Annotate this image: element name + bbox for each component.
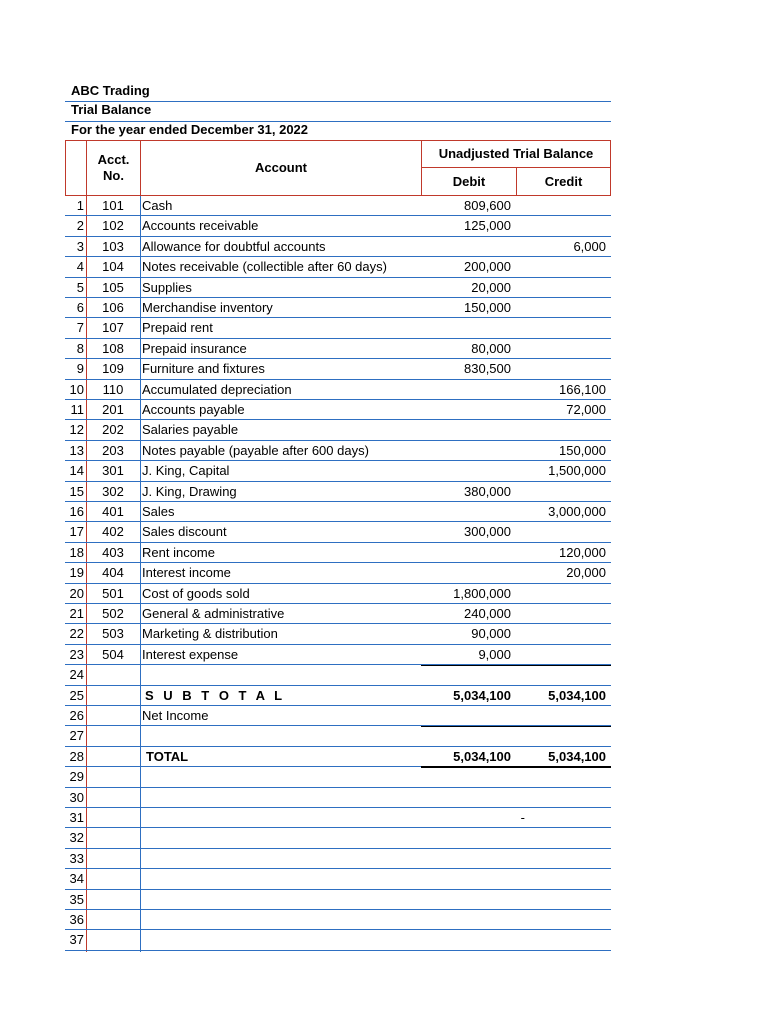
row-number: 9 [76,361,84,377]
debit-amount: 809,600 [464,198,511,213]
account-name: Cost of goods sold [142,585,250,601]
row-number: 18 [69,544,84,560]
table-row [65,849,611,869]
table-row [65,869,611,889]
table-row [65,298,611,318]
account-name: Interest expense [142,646,239,662]
table-row [65,645,611,665]
account-number: 203 [102,442,124,458]
debit-amount: 380,000 [464,483,511,499]
table-row [65,584,611,604]
account-number: 404 [102,565,124,581]
row-number: 12 [69,422,84,438]
account-name: Accounts receivable [142,218,259,234]
row-number: 7 [76,320,84,336]
account-number: 109 [102,361,124,377]
account-header: Account [255,160,307,175]
credit-amount: 20,000 [566,565,606,581]
account-name: Notes receivable (collectible after 60 days) [142,259,387,275]
row-number: 5 [76,279,84,295]
report-title: Trial Balance [71,102,152,117]
table-row [65,441,611,461]
account-name: Merchandise inventory [142,300,273,315]
account-name: Allowance for doubtful accounts [142,238,326,254]
table-row [65,543,611,563]
row-number: 28 [69,748,84,764]
row-number: 11 [70,402,84,417]
account-number: 105 [102,279,124,295]
credit-header: Credit [544,174,583,189]
account-number: 403 [102,544,124,560]
row-number: 27 [69,728,84,744]
table-row [65,359,611,379]
account-name: Cash [142,198,173,213]
row-number: 36 [69,912,84,927]
account-name: S U B T O T A L [145,687,286,703]
credit-amount: 3,000,000 [548,504,606,519]
account-name: Salaries payable [142,422,239,438]
unadjusted-trial-balance-header: Unadjusted Trial Balance [438,146,594,161]
row-number: 15 [69,483,84,499]
debit-amount: 5,034,100 [453,687,511,703]
account-number: 101 [102,198,124,213]
row-number: 8 [76,340,84,356]
debit-amount: 1,800,000 [453,585,511,601]
credit-amount: 166,100 [559,381,606,397]
table-row [65,747,611,767]
acct-no-header-line2: No. [103,168,124,183]
account-name: Rent income [142,544,215,560]
account-number: 302 [102,483,124,499]
row-number: 30 [69,789,84,805]
account-number: 502 [102,606,124,621]
row-number: 3 [76,238,84,254]
debit-header: Debit [452,174,486,189]
account-number: 201 [102,402,124,417]
account-name: Supplies [142,279,192,295]
row-number: 10 [69,381,84,397]
table-row [65,890,611,910]
table-row [65,237,611,257]
table-row [65,930,611,950]
account-name: Marketing & distribution [142,626,278,642]
credit-amount: 6,000 [573,238,606,254]
account-number: 501 [102,585,124,601]
table-row [65,380,611,400]
table-row [65,788,611,808]
table-row [65,522,611,542]
debit-amount: 5,034,100 [453,748,511,764]
account-name: General & administrative [142,606,285,621]
table-row [65,318,611,338]
debit-amount: 300,000 [464,524,511,540]
acct-no-header-line1: Acct. [97,152,130,167]
credit-amount: 72,000 [566,402,606,417]
account-number: 402 [102,524,124,540]
account-number: 103 [102,238,124,254]
row-number: 32 [69,830,84,846]
row-number: 24 [69,667,84,683]
debit-amount: 9,000 [478,646,511,662]
debit-amount: 125,000 [464,218,511,234]
account-name: Furniture and fixtures [142,361,265,377]
table-row [65,563,611,583]
row-number: 16 [69,504,84,519]
account-number: 104 [102,259,124,275]
credit-amount: 120,000 [559,544,606,560]
credit-amount: 5,034,100 [548,687,606,703]
subtotal-rule [421,665,611,666]
table-row [65,706,611,726]
account-number: 301 [102,463,124,479]
debit-amount: 200,000 [464,259,511,275]
table-row [65,828,611,848]
row-number: 22 [69,626,84,642]
account-name: Accounts payable [142,402,245,417]
table-row [65,502,611,522]
account-number: 504 [102,646,124,662]
table-row [65,196,611,216]
row-number: 17 [69,524,84,540]
table-row [65,339,611,359]
company-name: ABC Trading [71,83,150,98]
row-number: 14 [69,463,84,479]
credit-amount: 5,034,100 [548,748,606,764]
row-number: 23 [69,646,84,662]
account-number: 202 [102,422,124,438]
row-number: 31 [69,810,84,825]
row-number: 35 [69,891,84,907]
total-double-rule [421,766,611,768]
table-row [65,624,611,644]
table-row [65,420,611,440]
debit-amount: 240,000 [464,606,511,621]
account-name: J. King, Capital [142,463,230,479]
credit-amount: 150,000 [559,442,606,458]
account-number: 503 [102,626,124,642]
account-number: 108 [102,340,124,356]
table-row [65,910,611,930]
account-name: Sales discount [142,524,227,540]
net-income-rule [421,726,611,727]
account-name: Notes payable (payable after 600 days) [142,442,369,458]
row-number: 29 [69,769,84,785]
row-number: 21 [69,606,84,621]
account-number: 102 [102,218,124,234]
debit-amount: 830,500 [464,361,511,377]
table-row [65,482,611,502]
account-name: Net Income [142,708,209,723]
report-period: For the year ended December 31, 2022 [71,122,309,137]
account-number: 401 [102,504,124,519]
table-row [65,726,611,746]
row-number: 2 [76,218,84,234]
debit-amount: 80,000 [471,340,511,356]
credit-amount: 1,500,000 [548,463,606,479]
account-name: Prepaid insurance [142,340,247,356]
table-row [65,278,611,298]
table-row [65,604,611,624]
account-name: Accumulated depreciation [142,381,292,397]
account-number: 106 [102,300,124,315]
row-number: 34 [69,871,84,887]
account-name: J. King, Drawing [142,483,237,499]
debit-amount: 20,000 [471,279,511,295]
account-name: Prepaid rent [142,320,213,336]
row-number: 20 [69,585,84,601]
table-row [65,665,611,685]
table-row [65,216,611,236]
debit-amount: 150,000 [464,300,511,315]
table-row [65,461,611,481]
row-number: 1 [76,198,84,213]
account-number: 110 [102,381,124,397]
debit-amount: 90,000 [471,626,511,642]
account-name: Sales [142,504,175,519]
account-number: 107 [102,320,124,336]
table-row [65,400,611,420]
table-row [65,767,611,787]
row-number: 6 [76,300,84,315]
table-row [65,686,611,706]
table-row [65,257,611,277]
account-name: TOTAL [146,748,189,764]
table-row [65,808,611,828]
row-number: 37 [69,932,84,948]
row-number: 19 [69,565,84,581]
account-name: Interest income [142,565,231,581]
row-number: 13 [69,442,84,458]
debit-amount: - [520,810,525,825]
row-number: 4 [76,259,84,275]
row-number: 33 [69,850,84,866]
row-number: 25 [69,687,84,703]
row-number: 26 [69,708,84,723]
